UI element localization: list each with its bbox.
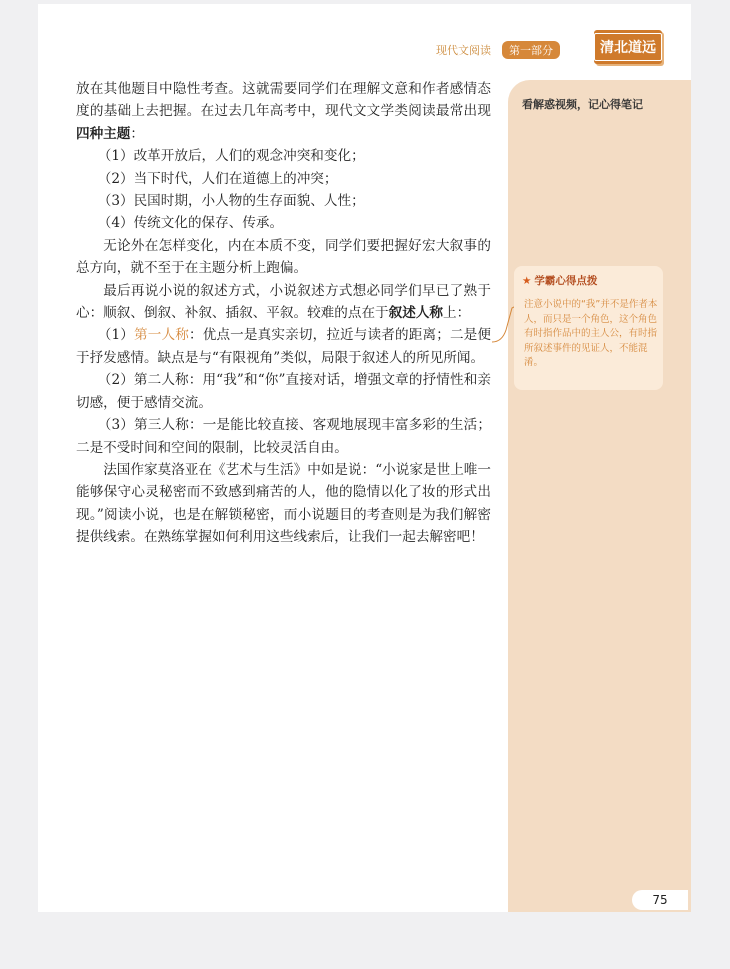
paragraph-4: 法国作家莫洛亚在《艺术与生活》中如是说：“小说家是世上唯一能够保守心灵秘密而不致感到痛苦的人，他的隐情以化了妆的形式出现。”阅读小说，也是在解锁秘密，而小说题目的考查则是为我们解密提供线索。在熟练掌握如何利用这些线索后，让我们一起去解密吧！: [76, 461, 491, 546]
tip-heading: ★ 学霸心得点拨: [522, 275, 598, 287]
paragraph-3: 最后再说小说的叙述方式，小说叙述方式想必同学们早已了熟于心：顺叙、倒叙、补叙、插叙、平叙。较难的点在于叙述人称上：: [76, 282, 491, 322]
notes-sidebar: [508, 80, 691, 912]
person-item-third: （3）第三人称：一是能比较直接、客观地展现丰富多彩的生活；二是不受时间和空间的限制，比较灵活自由。: [76, 417, 491, 456]
brand-logo: [594, 30, 662, 64]
person-item-second: （2）第二人称：用“我”和“你”直接对话，增强文章的抒情性和亲切感，便于感情交流。: [76, 372, 491, 411]
theme-item: （2）当下时代，人们在道德上的冲突；: [97, 170, 338, 187]
star-icon: ★: [522, 275, 532, 287]
tip-text: 注意小说中的“我”并不是作者本人，而只是一个角色，这个角色有时指作品中的主人公，有时指所叙述事件的见证人，不能混淆。: [524, 299, 658, 368]
main-text: [76, 78, 491, 549]
keyword-narrative-person: 叙述人称: [388, 305, 444, 322]
annotation-connector: [492, 300, 516, 344]
paragraph-1: 放在其他题目中隐性考查。这就需要同学们在理解文意和作者感情态度的基础上去把握。在过去几年高考中，现代文文学类阅读最常出现四种主题：: [76, 81, 491, 142]
notes-title: 看解惑视频，记心得笔记: [522, 98, 643, 111]
first-person-highlight: 第一人称: [134, 327, 189, 344]
section-title: 现代文阅读: [436, 44, 491, 57]
page-number: 75: [632, 890, 688, 910]
keyword-four-themes: 四种主题: [76, 125, 131, 142]
person-item-first: （1）第一人称：优点一是真实亲切，拉近与读者的距离；二是便于抒发感情。缺点是与“有限视角”类似，局限于叙述人的所见所闻。: [76, 327, 492, 366]
brand-logo-text: 清北道远: [594, 33, 662, 61]
theme-item: （3）民国时期，小人物的生存面貌、人性；: [97, 193, 365, 210]
paragraph-2: 无论外在怎样变化，内在本质不变，同学们要把握好宏大叙事的总方向，就不至于在主题分析上跑偏。: [76, 237, 491, 277]
theme-item: （4）传统文化的保存、传承。: [97, 215, 284, 232]
page: [38, 4, 691, 912]
theme-item: （1）改革开放后，人们的观念冲突和变化；: [97, 148, 365, 165]
part-badge: 第一部分: [502, 41, 560, 59]
tip-card: [514, 266, 663, 390]
